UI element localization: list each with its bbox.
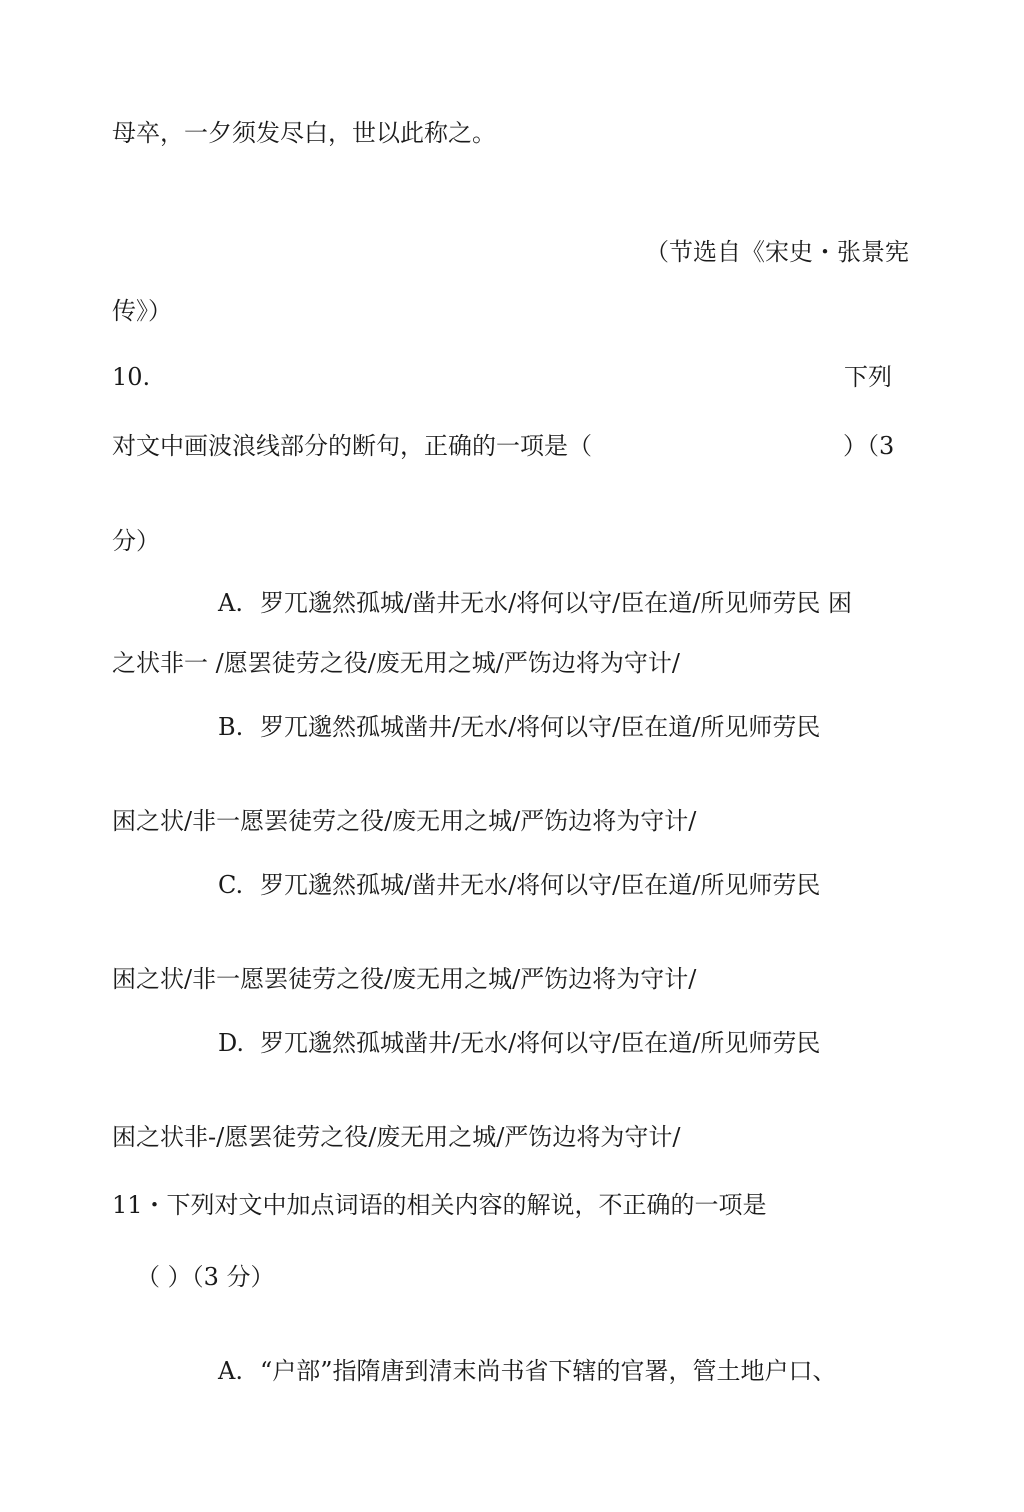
q10-option-a-line2: 之状非一 /愿罢徒劳之役/废无用之城/严饬边将为守计/ — [112, 649, 680, 677]
q10-option-b-line1: 罗兀邈然孤城凿井/无水/将何以守/臣在道/所见师劳民 — [260, 713, 821, 741]
question-10-lead: 下列 — [844, 363, 892, 391]
question-11-stem: 11・下列对文中加点词语的相关内容的解说，不正确的一项是 — [112, 1191, 767, 1219]
question-10-points-open: ）（3 — [843, 432, 895, 460]
q10-option-a-line1: 罗兀邈然孤城/凿井无水/将何以守/臣在道/所见师劳民 困 — [260, 589, 852, 617]
q10-option-a-label: A. — [218, 589, 243, 617]
source-citation-line2: 传》） — [112, 297, 172, 325]
question-10-number: 10. — [112, 363, 151, 391]
source-citation-line1: （节选自《宋史・张景宪 — [645, 238, 909, 266]
question-11-paren-points: （ ）（3 分） — [136, 1263, 275, 1291]
q10-option-c-line1: 罗兀邈然孤城/凿井无水/将何以守/臣在道/所见师劳民 — [260, 871, 821, 899]
q10-option-c-line2: 困之状/非一愿罢徒劳之役/废无用之城/严饬边将为守计/ — [112, 965, 697, 993]
q10-option-b-label: B. — [218, 713, 244, 741]
q10-option-d-label: D. — [218, 1029, 245, 1057]
q10-option-b-line2: 困之状/非一愿罢徒劳之役/废无用之城/严饬边将为守计/ — [112, 807, 697, 835]
question-10-points-tail: 分） — [112, 527, 160, 555]
q10-option-c-label: C. — [218, 871, 244, 899]
passage-last-line: 母卒，一夕须发尽白，世以此称之。 — [112, 119, 496, 147]
q10-option-d-line2: 困之状非-/愿罢徒劳之役/废无用之城/严饬边将为守计/ — [112, 1123, 681, 1151]
q11-option-a-text: “户部”指隋唐到清末尚书省下辖的官署，管土地户口、 — [260, 1357, 837, 1385]
q10-option-d-line1: 罗兀邈然孤城凿井/无水/将何以守/臣在道/所见师劳民 — [260, 1029, 821, 1057]
q11-option-a-label: A. — [218, 1357, 243, 1385]
question-10-stem: 对文中画波浪线部分的断句，正确的一项是（ — [112, 432, 592, 460]
